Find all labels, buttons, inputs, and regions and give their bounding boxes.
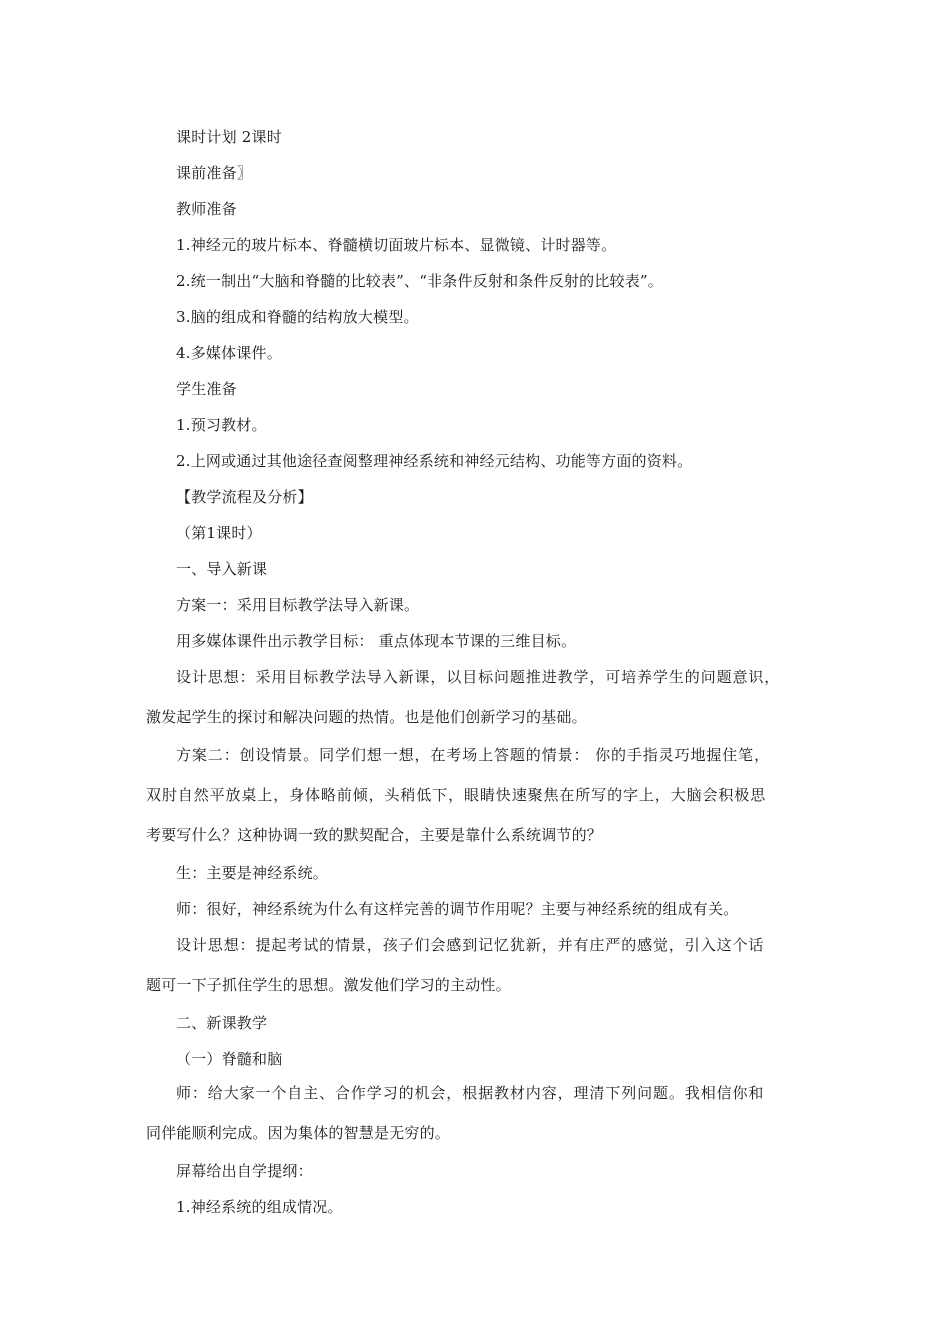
teaching-process-heading: 【教学流程及分析】: [176, 488, 313, 506]
section-new-lesson-heading: 二、新课教学: [176, 1014, 268, 1032]
outline-item-1: 1.神经系统的组成情况。: [176, 1198, 343, 1216]
student-preparation-heading: 学生准备: [176, 380, 237, 398]
teacher-prep-item-4: 4.多媒体课件。: [176, 344, 282, 362]
teacher-prep-item-1: 1.神经元的玻片标本、脊髓横切面玻片标本、显微镜、计时器等。: [176, 236, 617, 254]
student-prep-item-2: 2.上网或通过其他途径查阅整理神经系统和神经元结构、功能等方面的资料。: [176, 452, 693, 470]
teacher-prep-item-2: 2.统一制出“大脑和脊髓的比较表”、“非条件反射和条件反射的比较表”。: [176, 272, 663, 290]
design-idea-2-line-1: 设计思想：提起考试的情景，孩子们会感到记忆犹新，并有庄严的感觉，引入这个话: [176, 936, 765, 954]
plan-one-paragraph: 方案一：采用目标教学法导入新课。: [176, 596, 420, 614]
section-intro-heading: 一、导入新课: [176, 560, 268, 578]
plan-two-line-3: 考要写什么？这种协调一致的默契配合，主要是靠什么系统调节的？: [146, 826, 603, 844]
student-prep-item-1: 1.预习教材。: [176, 416, 267, 434]
teacher-instruction-line-1: 师：给大家一个自主、合作学习的机会，根据教材内容，理清下列问题。我相信你和: [176, 1084, 765, 1102]
pre-class-preparation-heading: 课前准备〗: [176, 164, 253, 182]
subsection-spinal-cord-brain: （一）脊髓和脑: [176, 1050, 283, 1068]
student-answer: 生：主要是神经系统。: [176, 864, 329, 882]
teacher-preparation-heading: 教师准备: [176, 200, 237, 218]
design-idea-2-line-2: 题可一下子抓住学生的思想。激发他们学习的主动性。: [146, 976, 511, 994]
plan-two-line-2: 双肘自然平放桌上，身体略前倾，头稍低下，眼睛快速聚焦在所写的字上，大脑会积极思: [146, 786, 767, 804]
teacher-prep-item-3: 3.脑的组成和脊髓的结构放大模型。: [176, 308, 419, 326]
teacher-instruction-line-2: 同伴能顺利完成。因为集体的智慧是无穷的。: [146, 1124, 451, 1142]
lesson-plan-hours: 课时计划 2课时: [176, 128, 282, 146]
teacher-response: 师：很好，神经系统为什么有这样完善的调节作用呢？主要与神经系统的组成有关。: [176, 900, 739, 918]
teaching-goals-paragraph: 用多媒体课件出示教学目标： 重点体现本节课的三维目标。: [176, 632, 577, 650]
design-idea-1-line-1: 设计思想：采用目标教学法导入新课，以目标问题推进教学，可培养学生的问题意识，: [176, 668, 781, 686]
plan-two-line-1: 方案二：创设情景。同学们想一想，在考场上答题的情景： 你的手指灵巧地握住笔，: [176, 746, 770, 764]
self-study-outline-heading: 屏幕给出自学提纲：: [176, 1162, 313, 1180]
first-lesson-label: （第1课时）: [176, 524, 262, 542]
design-idea-1-line-2: 激发起学生的探讨和解决问题的热情。也是他们创新学习的基础。: [146, 708, 587, 726]
